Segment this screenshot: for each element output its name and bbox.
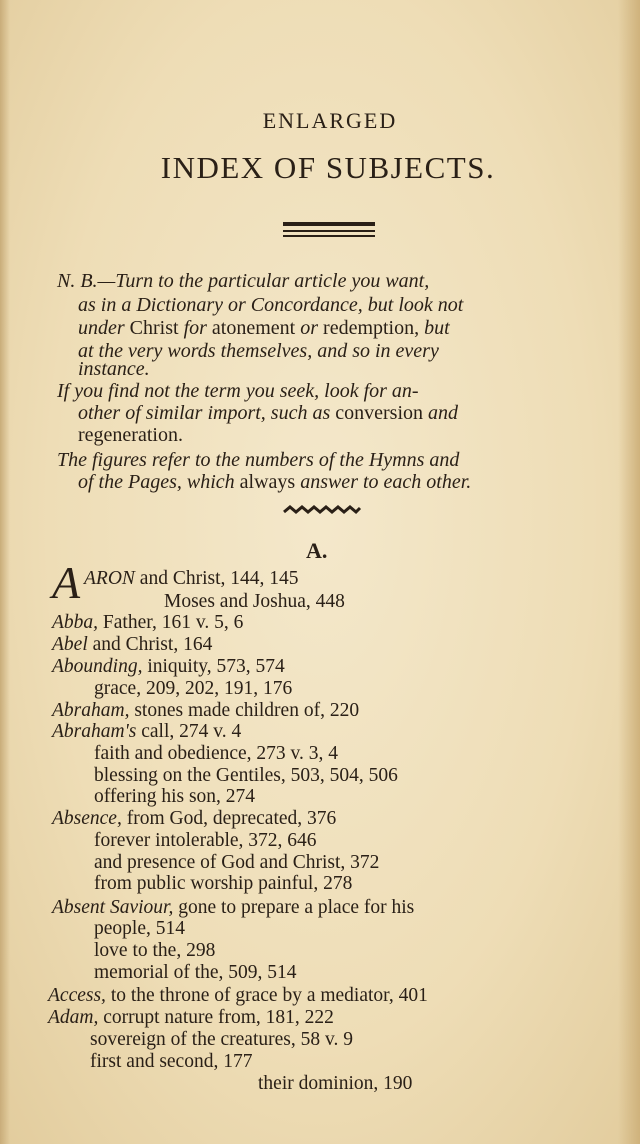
index-entry: love to the, 298: [94, 940, 216, 961]
index-entry: Abel and Christ, 164: [52, 634, 213, 655]
heading-enlarged: ENLARGED: [262, 108, 398, 133]
index-entry: sovereign of the creatures, 58 v. 9: [90, 1029, 353, 1050]
index-entry: offering his son, 274: [94, 786, 256, 807]
note-line: instance.: [78, 358, 150, 380]
note-line: If you find not the term you seek, look for an-: [57, 380, 419, 402]
note-line: of the Pages, which always answer to each other.: [78, 471, 472, 493]
note-line: as in a Dictionary or Concordance, but look not: [78, 294, 464, 316]
index-entry: Abraham's call, 274 v. 4: [52, 721, 242, 742]
index-entry: Abba, Father, 161 v. 5, 6: [52, 612, 244, 633]
index-entry: people, 514: [94, 918, 185, 939]
wavy-ornament-icon: [282, 505, 362, 519]
index-entry: memorial of the, 509, 514: [94, 962, 297, 983]
index-entry: blessing on the Gentiles, 503, 504, 506: [94, 765, 398, 786]
index-entry: and presence of God and Christ, 372: [94, 852, 380, 873]
index-entry: from public worship painful, 278: [94, 873, 353, 894]
index-entry: Access, to the throne of grace by a mediator, 401: [48, 985, 428, 1006]
decorative-rule-thin: [283, 230, 375, 232]
note-line: under Christ for atonement or redemption, but: [78, 317, 450, 339]
index-entry: Absence, from God, deprecated, 376: [52, 808, 337, 829]
note-line: at the very words themselves, and so in every: [78, 340, 439, 362]
decorative-rule-thin: [283, 235, 375, 237]
index-entry: Absent Saviour, gone to prepare a place for his: [52, 897, 415, 918]
index-entry: their dominion, 190: [258, 1073, 413, 1094]
index-entry: Moses and Joshua, 448: [164, 591, 345, 612]
index-entry: faith and obedience, 273 v. 3, 4: [94, 743, 339, 764]
note-line: N. B.—Turn to the particular article you want,: [57, 270, 430, 292]
note-line: The figures refer to the numbers of the Hymns and: [57, 449, 460, 471]
index-entry: Abounding, iniquity, 573, 574: [52, 656, 285, 677]
note-line: regeneration.: [78, 424, 183, 446]
note-line: other of similar import, such as conversion and: [78, 402, 459, 424]
index-entry: Abraham, stones made children of, 220: [52, 700, 360, 721]
index-entry: Adam, corrupt nature from, 181, 222: [48, 1007, 334, 1028]
section-letter-heading: A.: [306, 538, 328, 563]
page-title: INDEX OF SUBJECTS.: [160, 150, 496, 185]
index-entry: forever intolerable, 372, 646: [94, 830, 317, 851]
index-entry: grace, 209, 202, 191, 176: [94, 678, 293, 699]
decorative-rule-thick: [283, 222, 375, 226]
drop-cap-letter: A: [52, 557, 81, 608]
index-entry: ARON and Christ, 144, 145: [84, 568, 299, 589]
index-entry: first and second, 177: [90, 1051, 253, 1072]
